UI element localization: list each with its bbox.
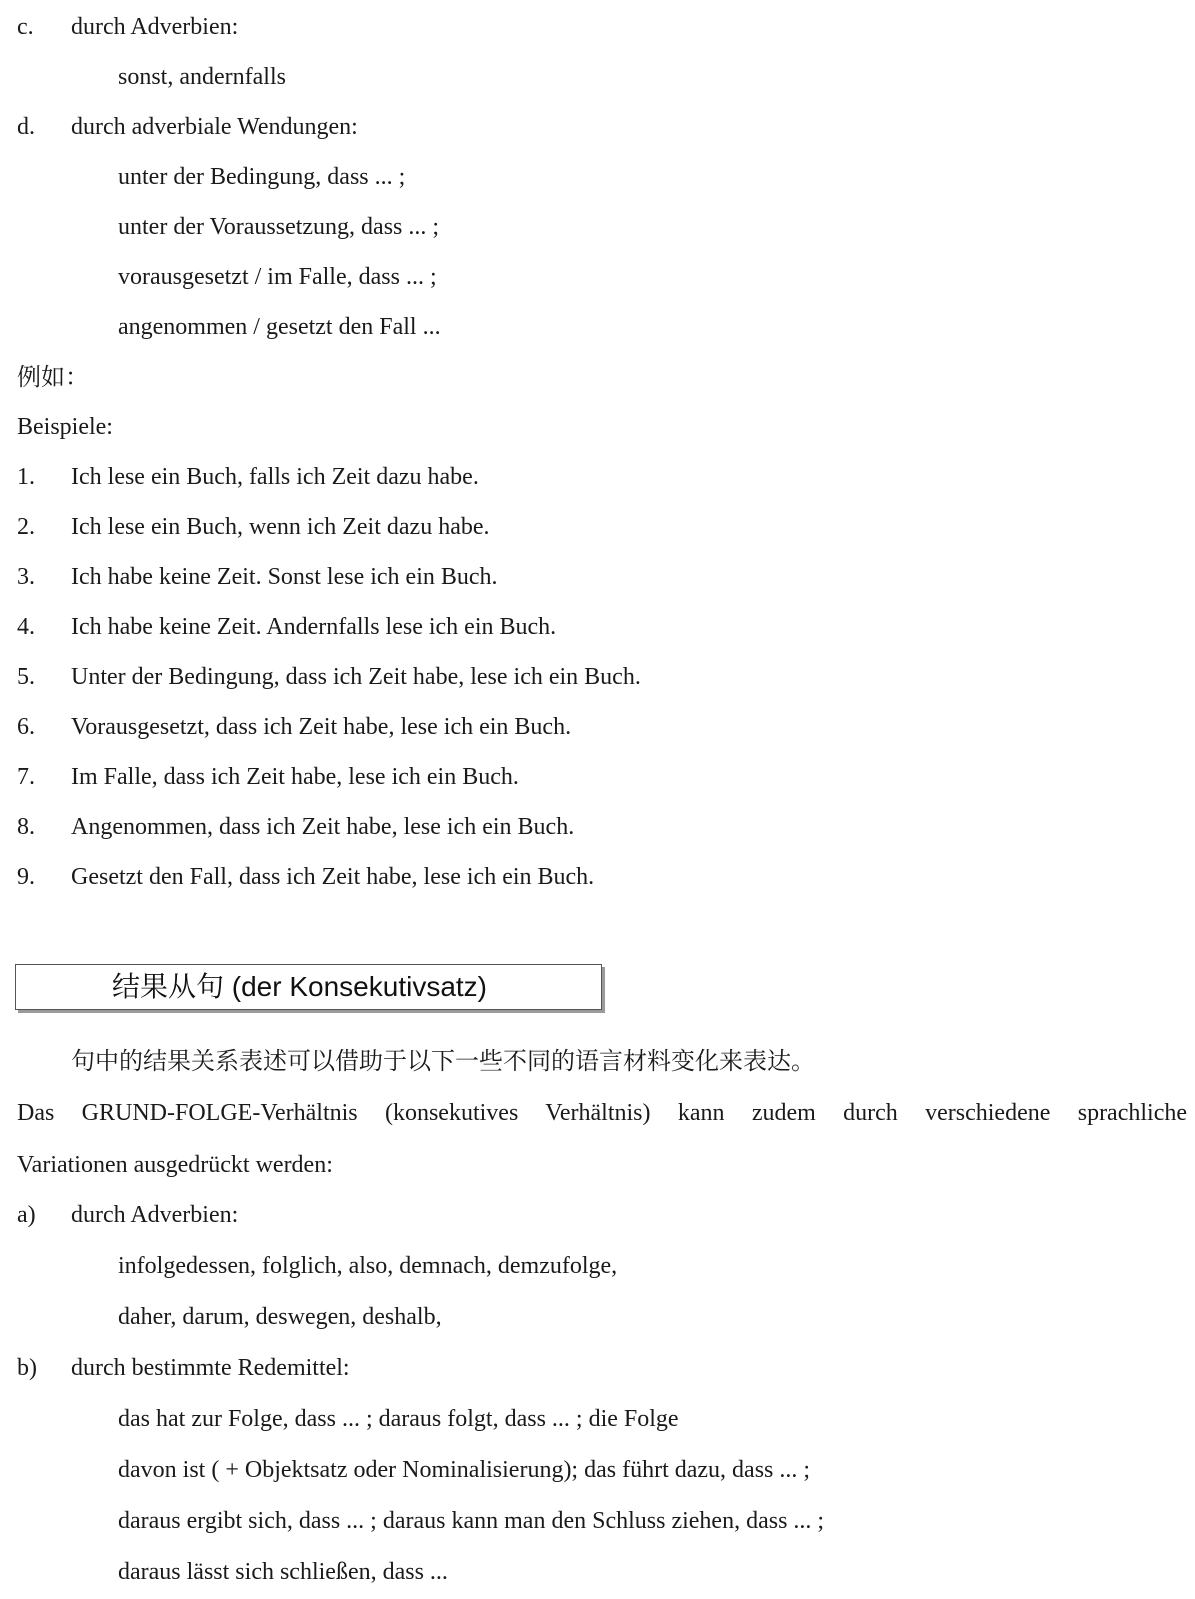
section-d-item: vorausgesetzt / im Falle, dass ... ; — [118, 264, 437, 290]
example-number: 4. — [17, 614, 35, 640]
example-text: Ich habe keine Zeit. Sonst lese ich ein Buch. — [71, 564, 498, 590]
example-number: 9. — [17, 864, 35, 890]
example-text: Vorausgesetzt, dass ich Zeit habe, lese ich ein Buch. — [71, 714, 572, 740]
section-c-marker: c. — [17, 14, 34, 40]
example-number: 5. — [17, 664, 35, 690]
example-number: 7. — [17, 764, 35, 790]
section-heading: 结果从句 (der Konsekutivsatz) — [112, 971, 487, 1002]
section-a-item: daher, darum, deswegen, deshalb, — [118, 1304, 442, 1330]
section-d-item: unter der Voraussetzung, dass ... ; — [118, 214, 440, 240]
example-text: Ich lese ein Buch, falls ich Zeit dazu habe. — [71, 464, 479, 490]
intro-de-line-1: Das GRUND-FOLGE-Verhältnis (konsekutives Verhältnis) kann zudem durch verschiedene sprachliche — [17, 1100, 1187, 1126]
intro-cn: 句中的结果关系表述可以借助于以下一些不同的语言材料变化来表达。 — [71, 1047, 815, 1075]
intro-de-line-2: Variationen ausgedrückt werden: — [17, 1152, 333, 1178]
examples-label-de: Beispiele: — [17, 414, 113, 440]
example-number: 6. — [17, 714, 35, 740]
section-b-title: durch bestimmte Redemittel: — [71, 1355, 350, 1381]
example-number: 1. — [17, 464, 35, 490]
section-a-item: infolgedessen, folglich, also, demnach, demzufolge, — [118, 1253, 618, 1279]
example-text: Angenommen, dass ich Zeit habe, lese ich ein Buch. — [71, 814, 575, 840]
section-d-item: unter der Bedingung, dass ... ; — [118, 164, 406, 190]
example-text: Unter der Bedingung, dass ich Zeit habe, lese ich ein Buch. — [71, 664, 641, 690]
examples-label-cn: 例如： — [17, 363, 89, 391]
example-number: 3. — [17, 564, 35, 590]
section-d-marker: d. — [17, 114, 35, 140]
section-c-item: sonst, andernfalls — [118, 64, 286, 90]
section-b-item: davon ist ( + Objektsatz oder Nominalisierung); das führt dazu, dass ... ; — [118, 1457, 811, 1483]
section-d-title: durch adverbiale Wendungen: — [71, 114, 358, 140]
example-number: 2. — [17, 514, 35, 540]
example-text: Gesetzt den Fall, dass ich Zeit habe, lese ich ein Buch. — [71, 864, 595, 890]
section-a-title: durch Adverbien: — [71, 1202, 239, 1228]
example-text: Im Falle, dass ich Zeit habe, lese ich ein Buch. — [71, 764, 519, 790]
section-a-marker: a) — [17, 1202, 36, 1228]
section-d-item: angenommen / gesetzt den Fall ... — [118, 314, 441, 340]
example-number: 8. — [17, 814, 35, 840]
example-text: Ich habe keine Zeit. Andernfalls lese ich ein Buch. — [71, 614, 557, 640]
section-b-item: daraus lässt sich schließen, dass ... — [118, 1559, 448, 1585]
section-c-title: durch Adverbien: — [71, 14, 239, 40]
example-text: Ich lese ein Buch, wenn ich Zeit dazu habe. — [71, 514, 490, 540]
section-b-item: daraus ergibt sich, dass ... ; daraus kann man den Schluss ziehen, dass ... ; — [118, 1508, 825, 1534]
section-b-item: das hat zur Folge, dass ... ; daraus folgt, dass ... ; die Folge — [118, 1406, 679, 1432]
section-b-marker: b) — [17, 1355, 37, 1381]
